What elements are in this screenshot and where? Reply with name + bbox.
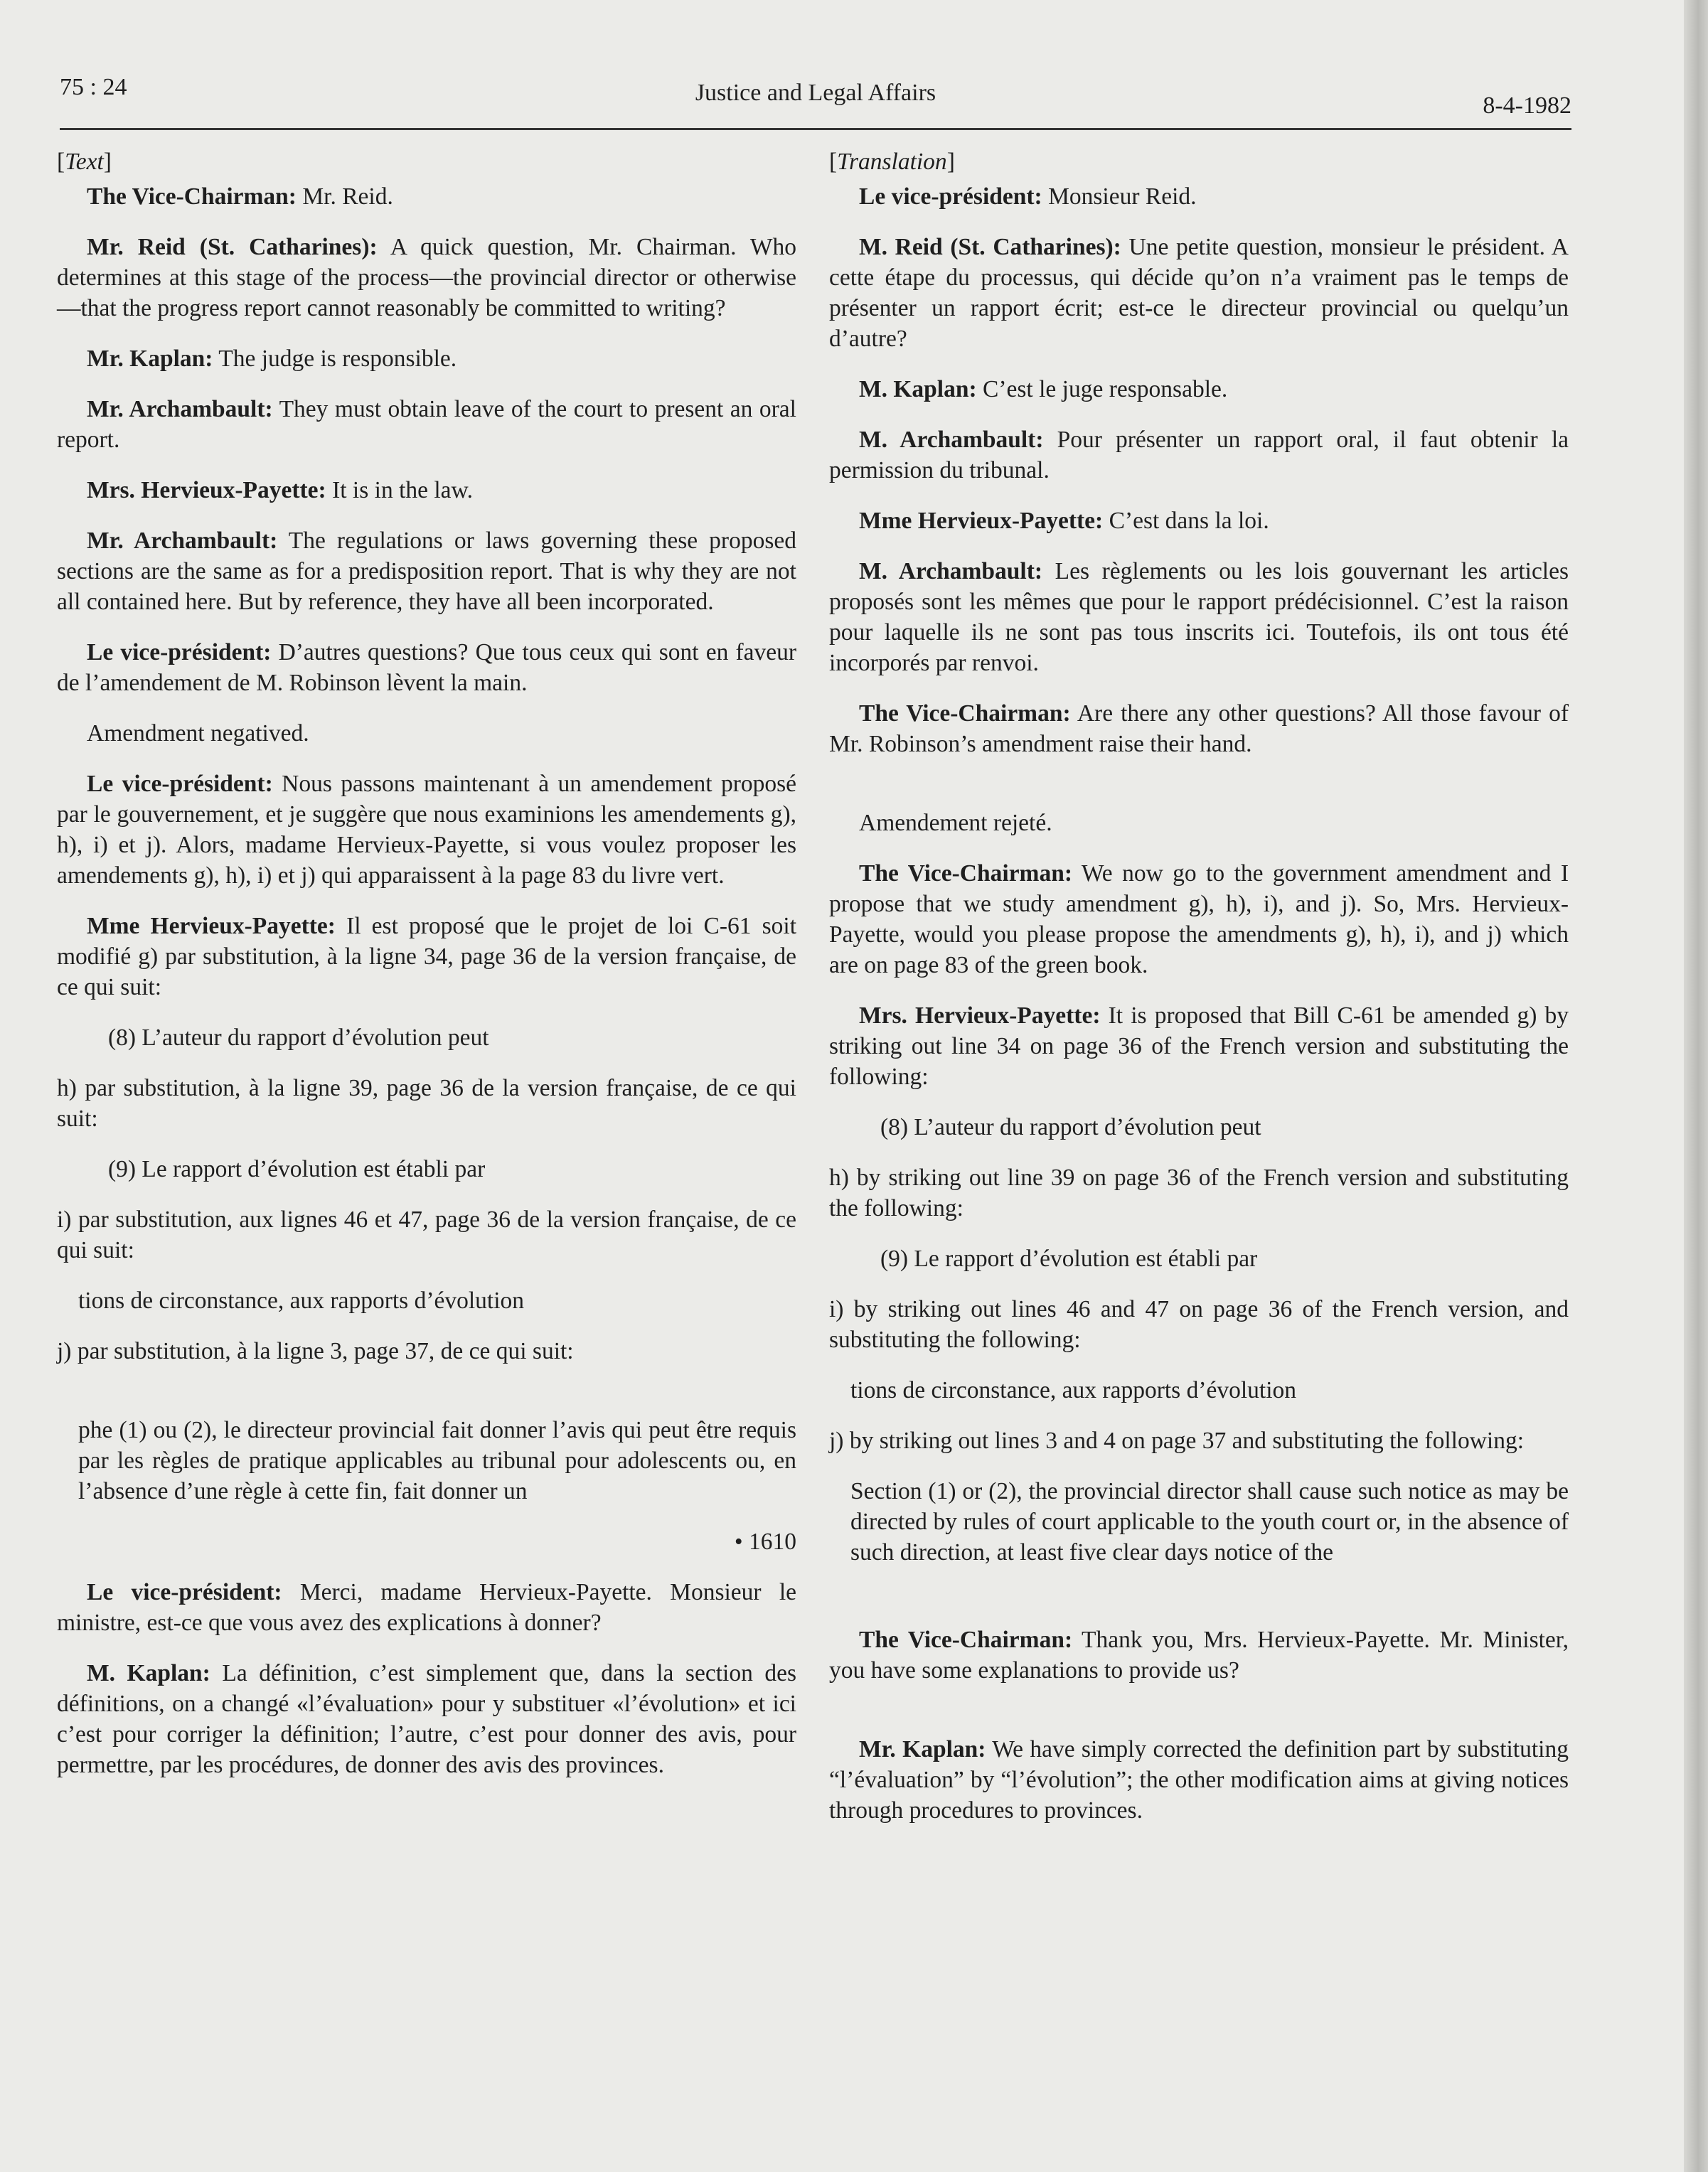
amendment-clause: i) par substitution, aux lignes 46 et 47, page 36 de la version française, de ce qui suit: — [57, 1207, 796, 1263]
speaker: Mrs. Hervieux-Payette: — [859, 1002, 1101, 1029]
speaker: The Vice-Chairman: — [859, 700, 1071, 727]
amendment-clause: i) by striking out lines 46 and 47 on page 36 of the French version, and substituting the following: — [829, 1296, 1569, 1353]
speech: Are there any other questions? All those favour of Mr. Robinson’s amendment raise their hand. — [829, 700, 1569, 757]
amendment-clause: h) by striking out line 39 on page 36 of the French version and substituting the following: — [829, 1165, 1569, 1221]
speech: Une petite question, monsieur le président. A cette étape du processus, qui décide qu’on n’a vraiment pas le temps de présenter un rapport écrit; est-ce le directeur provincial ou quelqu’un d’autre? — [829, 234, 1569, 352]
motion-result: Amendement rejeté. — [859, 810, 1052, 836]
time-marker: • 1610 — [734, 1529, 796, 1555]
speech: We now go to the government amendment and I propose that we study amendment g), h), i), and j). So, Mrs. Hervieux-Payette, would you please propose the amendments g), h), i), and j) which are on page 83 of the green book. — [829, 860, 1569, 978]
speech: Les règlements ou les lois gouvernant les articles proposés sont les mêmes que pour le rapport prédécisionnel. C’est la raison pour laquelle ils ne sont pas tous inscrits ici. Toutefois, ils ont tous été incorporés par renvoi. — [829, 558, 1569, 676]
paragraph — [57, 232, 796, 323]
paragraph — [829, 556, 1569, 678]
speech: They must obtain leave of the court to present an oral report. — [57, 396, 796, 453]
speaker: Mr. Archambault: — [87, 396, 273, 422]
speech: A quick question, Mr. Chairman. Who determines at this stage of the process—the provincial director or otherwise—that the progress report cannot reasonably be committed to writing? — [57, 234, 796, 321]
page-header — [60, 71, 1571, 130]
speech: Monsieur Reid. — [1048, 183, 1197, 210]
paragraph — [829, 505, 1569, 536]
quoted-text: (8) L’auteur du rapport d’évolution peut — [108, 1025, 489, 1051]
right-column — [829, 146, 1569, 1846]
speaker: M. Kaplan: — [87, 1660, 210, 1686]
amendment-clause: j) par substitution, à la ligne 3, page 37, de ce qui suit: — [57, 1338, 574, 1364]
amendment-clause: h) par substitution, à la ligne 39, page 36 de la version française, de ce qui suit: — [57, 1075, 796, 1132]
quoted-text: (8) L’auteur du rapport d’évolution peut — [880, 1114, 1261, 1140]
paragraph — [57, 394, 796, 455]
paragraph — [57, 181, 796, 212]
paragraph — [57, 475, 796, 505]
paragraph — [57, 1577, 796, 1638]
speaker: Mme Hervieux-Payette: — [87, 913, 336, 939]
speaker: M. Reid (St. Catharines): — [859, 234, 1121, 260]
speaker: Mr. Reid (St. Catharines): — [87, 234, 378, 260]
speech: Mr. Reid. — [302, 183, 393, 210]
meeting-date: 8-4-1982 — [1483, 92, 1571, 119]
speech: The judge is responsible. — [218, 346, 457, 372]
speaker: M. Archambault: — [859, 427, 1044, 453]
speech: D’autres questions? Que tous ceux qui sont en faveur de l’amendement de M. Robinson lèvent la main. — [57, 639, 797, 696]
speech: We have simply corrected the definition part by substituting “l’évaluation” by “l’évolution”; the other modification aims at giving notices through procedures to provinces. — [829, 1736, 1569, 1824]
speech: The regulations or laws governing these proposed sections are the same as for a predisposition report. That is why they are not all contained here. But by reference, they have all been incorporated. — [57, 528, 796, 615]
section-label: [Translation] — [829, 149, 955, 175]
speech: Pour présenter un rapport oral, il faut obtenir la permission du tribunal. — [829, 427, 1569, 483]
paragraph — [57, 637, 796, 698]
paragraph — [57, 911, 796, 1002]
paragraph — [829, 698, 1569, 759]
page-edge-shadow — [1684, 0, 1708, 2172]
paragraph — [57, 1658, 796, 1780]
speaker: Le vice-président: — [87, 771, 273, 797]
speech: It is in the law. — [332, 477, 473, 503]
speech: C’est dans la loi. — [1109, 508, 1269, 534]
paragraph — [829, 232, 1569, 354]
speaker: Mme Hervieux-Payette: — [859, 508, 1104, 534]
paragraph — [829, 858, 1569, 980]
speaker: Mr. Archambault: — [87, 528, 278, 554]
paragraph — [57, 769, 796, 891]
speech: It is proposed that Bill C-61 be amended g) by striking out line 34 on page 36 of the French version and substituting the following: — [829, 1002, 1569, 1090]
speaker: Le vice-président: — [87, 1579, 282, 1605]
speaker: Mr. Kaplan: — [859, 1736, 986, 1762]
speaker: Le vice-président: — [859, 183, 1042, 210]
paragraph — [829, 1734, 1569, 1826]
speaker: M. Archambault: — [859, 558, 1043, 584]
page-number: 75 : 24 — [60, 74, 127, 100]
left-column — [57, 146, 796, 1800]
speaker: The Vice-Chairman: — [87, 183, 297, 210]
running-title: Justice and Legal Affairs — [695, 80, 936, 106]
speech: La définition, c’est simplement que, dans la section des définitions, on a changé «l’évaluation» pour y substituer «l’évolution» et ici c’est pour corriger la définition; l’autre, c’est pour donner des avis, pour permettre, par les procédures, de donner des avis des provinces. — [57, 1660, 797, 1778]
speech: Il est proposé que le projet de loi C-61 soit modifié g) par substitution, à la ligne 34, page 36 de la version française, de ce qui suit: — [57, 913, 796, 1000]
paragraph — [829, 374, 1569, 405]
paragraph — [829, 181, 1569, 212]
speech: Merci, madame Hervieux-Payette. Monsieur le ministre, est-ce que vous avez des explications à donner? — [57, 1579, 797, 1636]
motion-result: Amendment negatived. — [87, 720, 309, 747]
section-label: [Text] — [57, 149, 112, 175]
speech: Nous passons maintenant à un amendement proposé par le gouvernement, et je suggère que nous examinions les amendements g), h), i) et j). Alors, madame Hervieux-Payette, si vous voulez proposer les amendements g), h), i) et j) qui apparaissent à la page 83 du livre vert. — [57, 771, 797, 889]
quoted-text: tions de circonstance, aux rapports d’évolution — [78, 1288, 525, 1314]
speaker: Mrs. Hervieux-Payette: — [87, 477, 326, 503]
paragraph — [829, 1625, 1569, 1686]
quoted-text: phe (1) ou (2), le directeur provincial fait donner l’avis qui peut être requis par les règles de pratique applicables au tribunal pour adolescents ou, en l’absence d’une règle à cette fin, fait donner un — [78, 1417, 796, 1504]
speaker: M. Kaplan: — [859, 376, 977, 402]
paragraph — [829, 1000, 1569, 1092]
paragraph — [829, 424, 1569, 486]
speaker: Le vice-président: — [87, 639, 272, 665]
speaker: The Vice-Chairman: — [859, 860, 1073, 887]
speech: C’est le juge responsable. — [983, 376, 1228, 402]
quoted-text: (9) Le rapport d’évolution est établi par — [880, 1246, 1258, 1272]
speaker: Mr. Kaplan: — [87, 346, 213, 372]
quoted-text: tions de circonstance, aux rapports d’évolution — [850, 1377, 1297, 1403]
paragraph — [57, 343, 796, 374]
quoted-text: (9) Le rapport d’évolution est établi par — [108, 1156, 486, 1182]
speaker: The Vice-Chairman: — [859, 1627, 1073, 1653]
quoted-text: Section (1) or (2), the provincial director shall cause such notice as may be directed by rules of court applicable to the youth court or, in the absence of such direction, at least five clear days notice of the — [850, 1478, 1569, 1566]
paragraph — [57, 525, 796, 617]
speech: Thank you, Mrs. Hervieux-Payette. Mr. Minister, you have some explanations to provide us? — [829, 1627, 1569, 1684]
amendment-clause: j) by striking out lines 3 and 4 on page 37 and substituting the following: — [829, 1428, 1524, 1454]
